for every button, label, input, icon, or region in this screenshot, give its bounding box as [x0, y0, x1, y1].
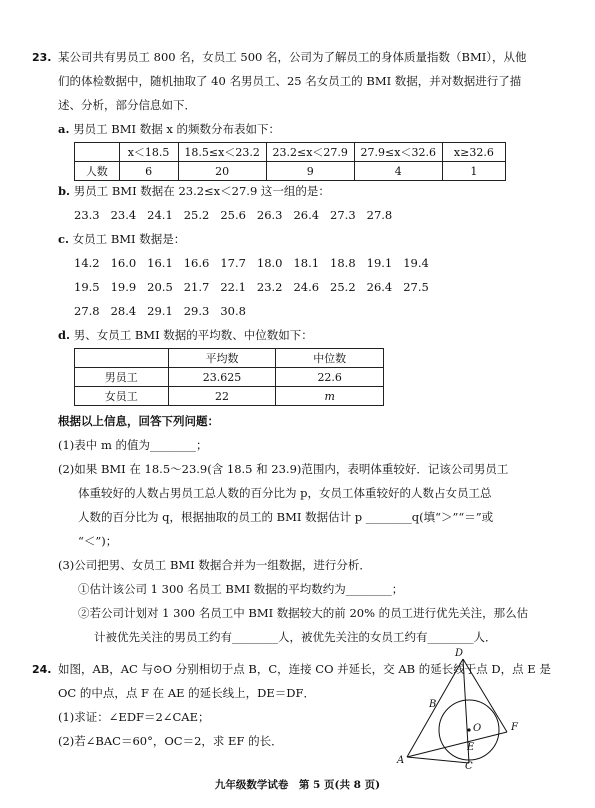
- part-c-data-row-3: [74, 306, 246, 318]
- frequency-table-header: 18.5≤x＜23.2: [178, 143, 266, 162]
- part-c-label: c.: [58, 232, 70, 246]
- mean-median-header: 平均数: [168, 349, 276, 368]
- q24-intro-line-1: 如图，AB，AC 与⊙O 分别相切于点 B，C，连接 CO 并延长，交 AB 的延长线于点 D，点 E 是: [58, 662, 551, 676]
- page-footer: 九年级数学试卷 第 5 页(共 8 页): [214, 779, 381, 791]
- data-value: 26.4: [366, 280, 393, 294]
- data-value: 23.3: [74, 208, 100, 222]
- answer-prompt: 根据以上信息，回答下列问题：: [58, 414, 219, 428]
- q23-sub-1: (1)表中 m 的值为________；: [58, 438, 208, 452]
- data-value: 17.7: [220, 256, 246, 270]
- part-a-label: a.: [58, 122, 70, 136]
- label-o: O: [473, 723, 482, 734]
- mean-median-header: 中位数: [276, 349, 384, 368]
- frequency-table: [74, 142, 506, 181]
- data-value: 19.5: [74, 280, 100, 294]
- data-value: 24.1: [147, 208, 173, 222]
- part-c: [58, 234, 185, 246]
- data-value: 18.0: [256, 256, 283, 270]
- label-e: E: [467, 742, 475, 753]
- data-value: 16.1: [147, 256, 173, 270]
- frequency-table-header: x＜18.5: [119, 143, 178, 162]
- frequency-table-count-row: [75, 162, 506, 181]
- mean-median-cell: 22.6: [276, 368, 384, 387]
- line-df: [463, 659, 507, 732]
- data-value: 27.5: [403, 280, 429, 294]
- data-value: 24.6: [293, 280, 320, 294]
- data-value: 28.4: [110, 304, 137, 318]
- frequency-table-row-label: 人数: [75, 162, 120, 181]
- frequency-table-cell: 20: [178, 162, 266, 181]
- q23-intro-line-3: 述、分析，部分信息如下．: [58, 98, 196, 112]
- mean-median-row: [75, 368, 384, 387]
- part-d-text: 男、女员工 BMI 数据的平均数、中位数如下：: [73, 328, 313, 342]
- q23-sub-2-line-3: 人数的百分比为 q，根据抽取的员工的 BMI 数据估计 p ________q(填“＞”“＝”或: [78, 510, 494, 524]
- part-d-label: d.: [58, 328, 71, 342]
- part-c-data-row-2: [74, 282, 429, 294]
- data-value: 19.9: [110, 280, 137, 294]
- q23-sub-2-line-2: 体重较好的人数占男员工总人数的百分比为 p，女员工体重较好的人数占女员工总: [78, 486, 492, 500]
- q23-sub-3-2-line-2: 计被优先关注的男员工约有________人，被优先关注的女员工约有________人．: [94, 630, 497, 644]
- mean-median-row-label: 男员工: [75, 368, 169, 387]
- q23-sub-3-1: ①估计该公司 1 300 名员工 BMI 数据的平均数约为________；: [78, 582, 404, 596]
- q23-sub-3: (3)公司把男、女员工 BMI 数据合并为一组数据，进行分析．: [58, 558, 371, 572]
- part-b-label: b.: [58, 184, 71, 198]
- data-value: 29.1: [147, 304, 173, 318]
- mean-median-cell: 23.625: [168, 368, 276, 387]
- q23-sub-2-line-4: “＜”)；: [78, 534, 118, 548]
- data-value: 23.4: [110, 208, 137, 222]
- frequency-table-cell: 6: [119, 162, 178, 181]
- line-af: [407, 732, 507, 757]
- part-b-text: 男员工 BMI 数据在 23.2≤x＜27.9 这一组的是：: [73, 184, 330, 198]
- frequency-table-cell: 4: [354, 162, 442, 181]
- data-value: 29.3: [183, 304, 210, 318]
- data-value: 18.1: [293, 256, 320, 270]
- label-a: A: [397, 755, 405, 766]
- frequency-table-corner: [75, 143, 120, 162]
- frequency-table-header-row: [75, 143, 506, 162]
- frequency-table-header: 27.9≤x＜32.6: [354, 143, 442, 162]
- part-b-data: [74, 210, 392, 222]
- data-value: 20.5: [147, 280, 173, 294]
- data-value: 27.8: [74, 304, 100, 318]
- part-c-data-row-1: [74, 258, 429, 270]
- data-value: 14.2: [74, 256, 100, 270]
- data-value: 27.3: [330, 208, 356, 222]
- mean-median-header-row: [75, 349, 384, 368]
- data-value: 26.4: [293, 208, 320, 222]
- part-d: [58, 330, 313, 342]
- data-value: 19.1: [366, 256, 393, 270]
- label-d: D: [455, 648, 464, 659]
- mean-median-corner: [75, 349, 169, 368]
- data-value: 23.2: [256, 280, 283, 294]
- label-c: C: [465, 761, 473, 770]
- data-value: 19.4: [403, 256, 429, 270]
- mean-median-row-label: 女员工: [75, 387, 169, 406]
- q23-sub-3-2-line-1: ②若公司计划对 1 300 名员工中 BMI 数据较大的前 20% 的员工进行优先关注，那么估: [78, 606, 529, 620]
- data-value: 18.8: [330, 256, 356, 270]
- q23-intro-line-2: 们的体检数据中，随机抽取了 40 名男员工、25 名女员工的 BMI 数据，并对数据进行了描: [58, 74, 522, 88]
- geometry-figure: [395, 645, 535, 770]
- mean-median-cell: m: [276, 387, 384, 406]
- data-value: 21.7: [183, 280, 210, 294]
- part-a-text: 男员工 BMI 数据 x 的频数分布表如下：: [73, 122, 280, 136]
- mean-median-cell: 22: [168, 387, 276, 406]
- q24-number: 24.: [32, 663, 52, 676]
- data-value: 26.3: [256, 208, 283, 222]
- part-b: [58, 186, 330, 198]
- data-value: 30.8: [220, 304, 246, 318]
- label-f: F: [511, 722, 518, 733]
- data-value: 16.0: [110, 256, 137, 270]
- q23-sub-2-line-1: (2)如果 BMI 在 18.5～23.9(含 18.5 和 23.9)范围内，表明体重较好．记该公司男员工: [58, 462, 509, 476]
- data-value: 16.6: [183, 256, 210, 270]
- q23-intro-line-1: 某公司共有男员工 800 名，女员工 500 名，公司为了解员工的身体质量指数（BMI），从他: [58, 50, 527, 64]
- q24-sub-1: (1)求证：∠EDF＝2∠CAE；: [58, 710, 210, 724]
- q23-number: 23.: [32, 51, 52, 64]
- mean-median-row: [75, 387, 384, 406]
- label-b: B: [429, 699, 437, 710]
- frequency-table-header: 23.2≤x＜27.9: [266, 143, 354, 162]
- line-ac: [407, 757, 469, 763]
- data-value: 27.8: [366, 208, 393, 222]
- part-a: [58, 124, 280, 136]
- data-value: 25.2: [330, 280, 356, 294]
- frequency-table-cell: 1: [442, 162, 505, 181]
- q24-sub-2: (2)若∠BAC＝60°，OC＝2，求 EF 的长．: [58, 734, 283, 748]
- data-value: 25.6: [220, 208, 246, 222]
- part-c-text: 女员工 BMI 数据是：: [72, 232, 186, 246]
- frequency-table-cell: 9: [266, 162, 354, 181]
- point-o: [467, 728, 470, 731]
- frequency-table-header: x≥32.6: [442, 143, 505, 162]
- data-value: 25.2: [183, 208, 210, 222]
- q24-intro-line-2: OC 的中点，点 F 在 AE 的延长线上，DE＝DF．: [58, 686, 315, 700]
- data-value: 22.1: [220, 280, 246, 294]
- mean-median-table: [74, 348, 384, 406]
